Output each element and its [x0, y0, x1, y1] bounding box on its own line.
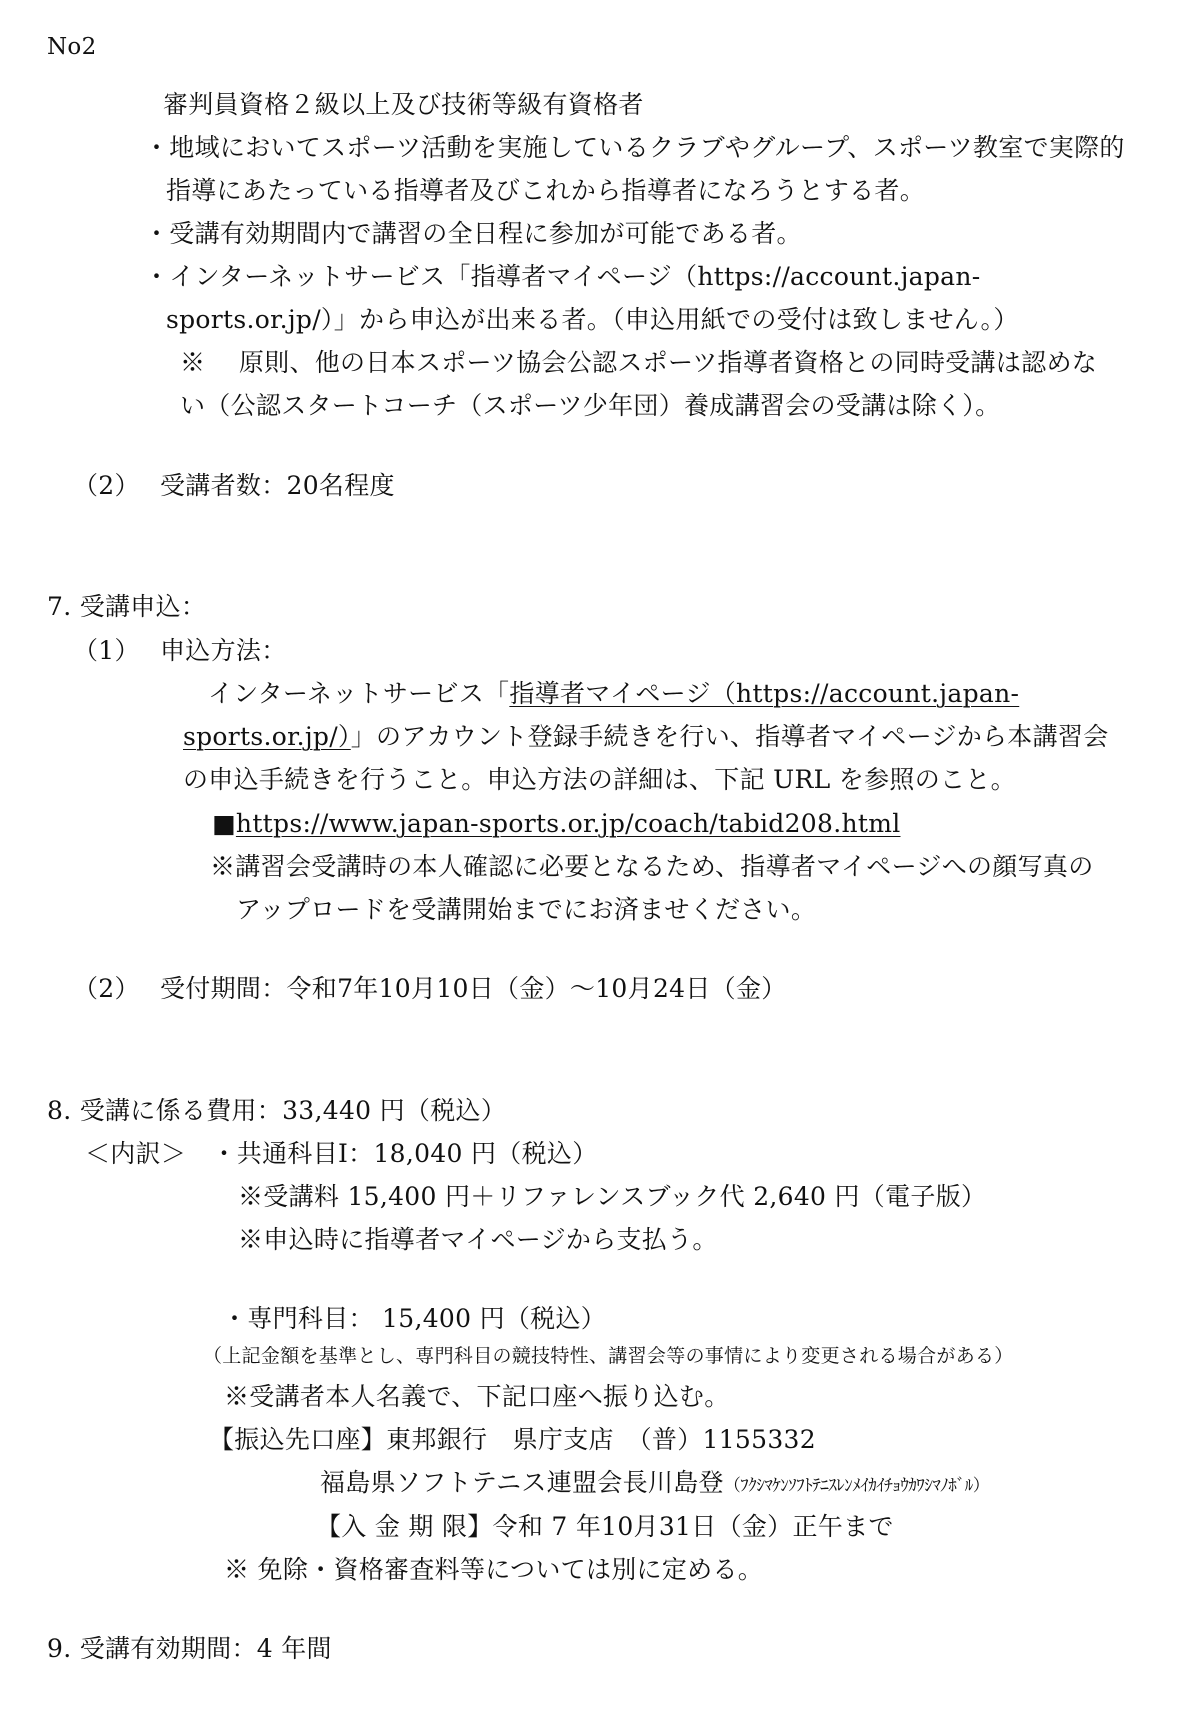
exemption-note: ※ 免除・資格審査料等については別に定める。 — [224, 1555, 764, 1584]
qualification-note-line2: い（公認スタートコーチ（スポーツ少年団）養成講習会の受講は除く）。 — [180, 391, 1001, 420]
mypage-link[interactable]: 指導者マイページ（https://account.japan- — [509, 679, 1020, 708]
capacity-number: （2） — [73, 471, 140, 500]
qualification-bullet-club-line1: ・地域においてスポーツ活動を実施しているクラブやグループ、スポーツ教室で実際的 — [144, 133, 1125, 162]
section8-heading: 8. 受講に係る費用：33,440 円（税込） — [47, 1096, 507, 1125]
section9-heading: 9. 受講有効期間：4 年間 — [47, 1634, 332, 1663]
qualification-bullet-internet-line1: ・インターネットサービス「指導者マイページ（https://account.japan- — [144, 262, 981, 291]
method-line1-text: インターネットサービス「 — [208, 679, 510, 708]
breakdown-common: ＜内訳＞ ・共通科目Ⅰ：18,040 円（税込） — [85, 1139, 598, 1168]
mypage-link-cont[interactable]: sports.or.jp/） — [183, 722, 351, 751]
method-line2-text: 」のアカウント登録手続きを行い、指導者マイページから本講習会 — [350, 722, 1109, 751]
capacity-text: 受講者数：20名程度 — [160, 471, 395, 500]
specialty-fee: ・専門科目： 15,400 円（税込） — [222, 1304, 607, 1333]
photo-note-line1: ※講習会受講時の本人確認に必要となるため、指導者マイページへの顔写真の — [210, 852, 1094, 881]
square-bullet-icon: ■ — [212, 809, 236, 838]
method-line1 — [208, 677, 1019, 711]
qualification-bullet-schedule: ・受講有効期間内で講習の全日程に参加が可能である者。 — [144, 219, 802, 248]
account-holder-name: 福島県ソフトテニス連盟会長川島登 — [320, 1468, 724, 1497]
period-number: （2） — [73, 974, 140, 1003]
method-line2 — [183, 720, 1109, 754]
section7-heading: 7. 受講申込： — [47, 592, 207, 621]
method-number: （1） — [73, 636, 140, 665]
period-text: 受付期間：令和7年10月10日（金）～10月24日（金） — [160, 974, 787, 1003]
common-fee-payment: ※申込時に指導者マイページから支払う。 — [238, 1225, 718, 1254]
bank-account: 【振込先口座】東邦銀行 県庁支店 （普）1155332 — [209, 1425, 816, 1454]
qualification-note-line1: ※ 原則、他の日本スポーツ協会公認スポーツ指導者資格との同時受講は認めな — [180, 348, 1098, 377]
photo-note-line2: アップロードを受講開始までにお済ませください。 — [236, 895, 817, 924]
qualification-line: 審判員資格２級以上及び技術等級有資格者 — [163, 90, 644, 119]
qualification-bullet-club-line2: 指導にあたっている指導者及びこれから指導者になろうとする者。 — [166, 176, 926, 205]
page-number: No2 — [47, 34, 97, 60]
qualification-bullet-internet-line2: sports.or.jp/）」から申込が出来る者。（申込用紙での受付は致しません。） — [166, 305, 1019, 334]
method-label: 申込方法： — [160, 636, 287, 665]
payment-deadline: 【入 金 期 限】令和 7 年10月31日（金）正午まで — [316, 1512, 894, 1541]
account-holder — [320, 1466, 989, 1503]
account-holder-kana: （ﾌｸｼﾏｹﾝｿﾌﾄﾃﾆｽﾚﾝﾒｲｶｲﾁｮｳｶﾜｼﾏﾉﾎﾞﾙ） — [723, 1476, 990, 1496]
specialty-fee-note: （上記金額を基準とし、専門科目の競技特性、講習会等の事情により変更される場合がある） — [203, 1345, 1014, 1367]
common-fee-detail: ※受講料 15,400 円＋リファレンスブック代 2,640 円（電子版） — [238, 1182, 987, 1211]
url-line — [212, 807, 901, 841]
details-url-link[interactable]: https://www.japan-sports.or.jp/coach/tabid208.html — [235, 809, 901, 838]
method-line3: の申込手続きを行うこと。申込方法の詳細は、下記 URL を参照のこと。 — [183, 765, 1016, 794]
transfer-instruction: ※受講者本人名義で、下記口座へ振り込む。 — [224, 1382, 730, 1411]
